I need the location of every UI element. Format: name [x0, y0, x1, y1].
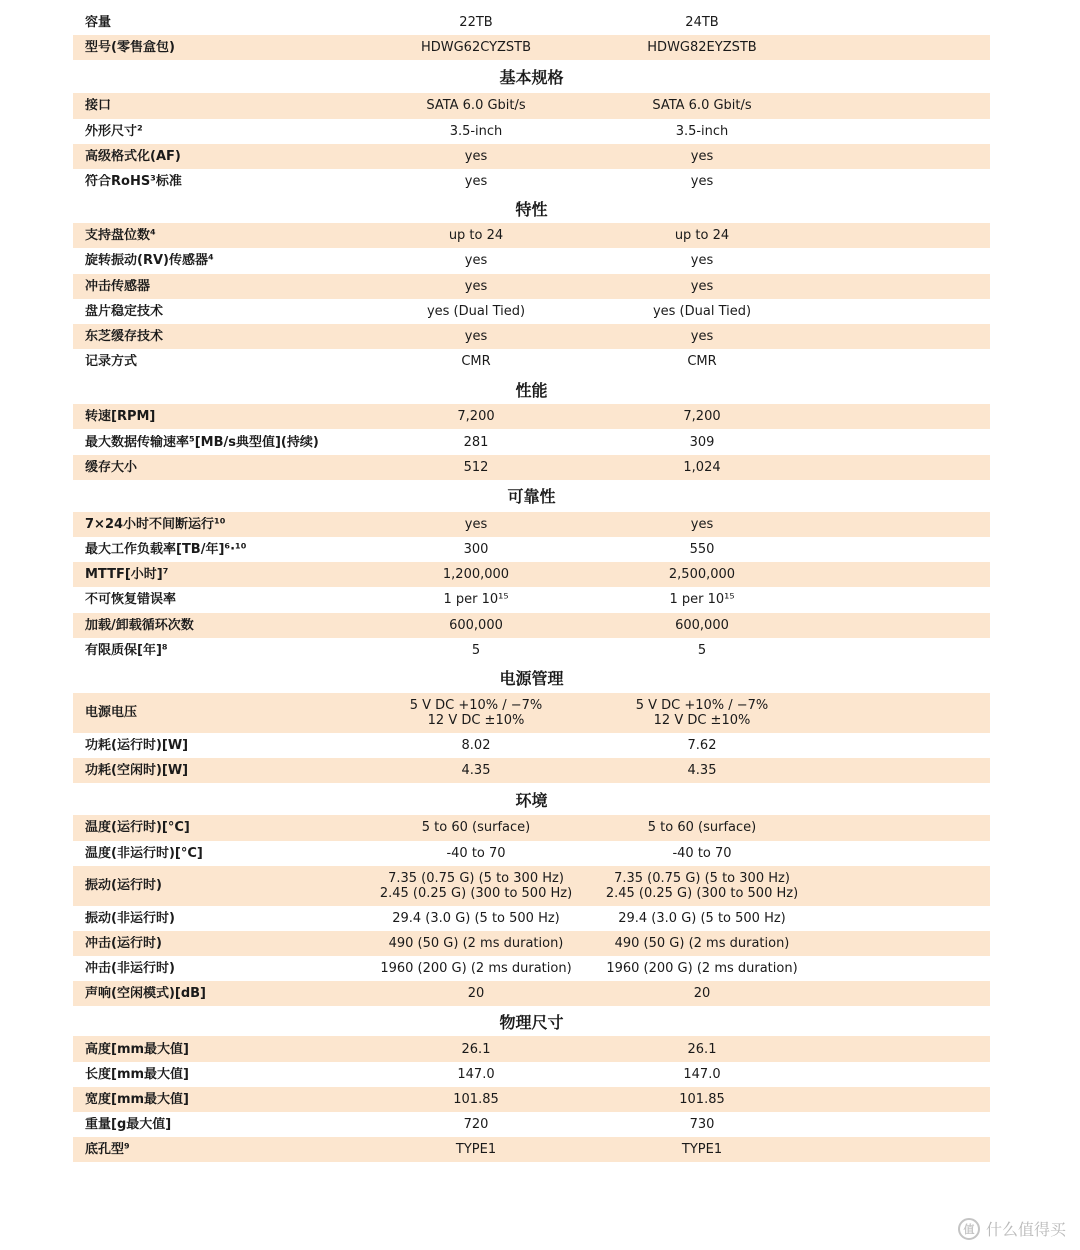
spec-value-22tb: yes: [464, 328, 488, 344]
spec-row: [73, 429, 990, 454]
spec-value-22tb: 512: [463, 459, 489, 475]
spec-value-22tb: 22TB: [459, 15, 493, 31]
spec-label: 型号(零售盒包): [85, 40, 175, 56]
spec-label: 最大数据传输速率⁵[MB/s典型值](持续): [85, 434, 319, 450]
spec-value-22tb: 7,200: [457, 409, 495, 425]
section-title: 环境: [515, 790, 548, 810]
spec-label: 容量: [85, 15, 112, 31]
spec-label: 电源电压: [85, 705, 138, 721]
spec-row: [73, 815, 990, 840]
spec-value-22tb: 600,000: [449, 617, 503, 633]
spec-value-24tb: 1,024: [683, 459, 721, 475]
spec-value-22tb: yes: [464, 278, 488, 294]
spec-label: 冲击传感器: [85, 278, 151, 294]
spec-label: 声响(空闲模式)[dB]: [85, 986, 206, 1002]
spec-row: [73, 638, 990, 663]
spec-label: 温度(非运行时)[°C]: [85, 845, 203, 861]
spec-label: 缓存大小: [85, 459, 138, 475]
spec-row: [73, 841, 990, 866]
spec-row: [73, 1137, 990, 1162]
spec-row: [73, 733, 990, 758]
spec-value-24tb: 147.0: [683, 1066, 721, 1082]
spec-row: [73, 35, 990, 60]
spec-value-24tb: 1 per 10¹⁵: [669, 592, 735, 608]
spec-row: [73, 223, 990, 248]
spec-row: [73, 693, 990, 733]
spec-value-24tb: 3.5-inch: [675, 123, 729, 139]
spec-value-22tb: 300: [463, 542, 489, 558]
spec-value-22tb: yes (Dual Tied): [426, 303, 526, 319]
spec-value-24tb: 29.4 (3.0 G) (5 to 500 Hz): [618, 910, 786, 926]
spec-label: MTTF[小时]⁷: [85, 567, 169, 583]
spec-row: [73, 931, 990, 956]
spec-label: 记录方式: [85, 354, 138, 370]
spec-value-22tb: TYPE1: [455, 1142, 497, 1158]
spec-value-22tb: HDWG62CYZSTB: [420, 40, 532, 56]
spec-label: 符合RoHS³标准: [85, 174, 182, 190]
spec-value-24tb: 4.35: [687, 763, 717, 779]
spec-label: 加载/卸载循环次数: [85, 617, 194, 633]
spec-label: 冲击(非运行时): [85, 961, 175, 977]
spec-value-22tb: 1960 (200 G) (2 ms duration): [380, 961, 572, 977]
spec-label: 振动(非运行时): [85, 910, 175, 926]
spec-value-22tb: 1,200,000: [442, 567, 510, 583]
spec-row: [73, 1062, 990, 1087]
spec-value-24tb: 309: [689, 434, 715, 450]
spec-row: [73, 613, 990, 638]
spec-row: [73, 956, 990, 981]
spec-label: 宽度[mm最大值]: [85, 1091, 189, 1107]
spec-row: [73, 349, 990, 374]
spec-value-24tb: 26.1: [687, 1041, 717, 1057]
spec-value-24tb: yes: [690, 278, 714, 294]
spec-row: [73, 404, 990, 429]
section-title: 电源管理: [499, 669, 564, 689]
spec-label: 最大工作负载率[TB/年]⁶·¹⁰: [85, 542, 247, 558]
spec-row: [73, 537, 990, 562]
spec-value-24tb: 7,200: [683, 409, 721, 425]
spec-row: [73, 324, 990, 349]
spec-row: [73, 144, 990, 169]
spec-value-22tb: up to 24: [448, 228, 504, 244]
spec-label: 不可恢复错误率: [85, 592, 177, 608]
spec-row: [73, 906, 990, 931]
spec-value-24tb: 600,000: [675, 617, 729, 633]
spec-value-24tb: SATA 6.0 Gbit/s: [652, 98, 752, 114]
spec-label: 功耗(空闲时)[W]: [85, 763, 189, 779]
spec-row: [73, 169, 990, 194]
spec-row: [73, 562, 990, 587]
spec-value-24tb: yes: [690, 328, 714, 344]
spec-value-22tb: CMR: [461, 354, 491, 370]
watermark-logo-icon: 值: [958, 1218, 980, 1240]
spec-value-22tb: 101.85: [453, 1091, 499, 1107]
spec-value-24tb: yes: [690, 148, 714, 164]
spec-row: [73, 981, 990, 1006]
spec-value-24tb: 24TB: [685, 15, 719, 31]
spec-value-24tb: -40 to 70: [672, 845, 732, 861]
spec-value-24tb: 7.35 (0.75 G) (5 to 300 Hz) 2.45 (0.25 G) (300 to 500 Hz): [605, 870, 799, 901]
spec-row: [73, 119, 990, 144]
section-title: 性能: [515, 380, 548, 400]
spec-value-24tb: 550: [689, 542, 715, 558]
spec-value-22tb: yes: [464, 516, 488, 532]
spec-value-22tb: 3.5-inch: [449, 123, 503, 139]
spec-value-22tb: 5 to 60 (surface): [421, 820, 531, 836]
spec-value-22tb: 5: [471, 642, 481, 658]
spec-row: [73, 455, 990, 480]
spec-value-22tb: 20: [467, 986, 485, 1002]
spec-label: 功耗(运行时)[W]: [85, 738, 189, 754]
spec-row: [73, 1112, 990, 1137]
spec-label: 东芝缓存技术: [85, 328, 164, 344]
section-title: 可靠性: [507, 487, 556, 507]
spec-value-22tb: SATA 6.0 Gbit/s: [426, 98, 526, 114]
spec-value-22tb: 8.02: [461, 738, 491, 754]
spec-value-24tb: 1960 (200 G) (2 ms duration): [606, 961, 798, 977]
spec-row: [73, 248, 990, 273]
spec-sheet: [73, 10, 990, 1162]
spec-value-22tb: 4.35: [461, 763, 491, 779]
spec-value-24tb: 490 (50 G) (2 ms duration): [614, 935, 790, 951]
spec-row: [73, 274, 990, 299]
spec-value-24tb: yes: [690, 174, 714, 190]
section-title: 基本规格: [499, 68, 564, 88]
spec-value-22tb: yes: [464, 253, 488, 269]
spec-label: 旋转振动(RV)传感器⁴: [85, 253, 214, 269]
spec-row: [73, 512, 990, 537]
spec-value-22tb: 147.0: [457, 1066, 495, 1082]
spec-row: [73, 1087, 990, 1112]
watermark: [958, 1217, 1066, 1240]
spec-row: [73, 758, 990, 783]
spec-value-24tb: 7.62: [687, 738, 717, 754]
spec-value-22tb: 5 V DC +10% / −7% 12 V DC ±10%: [409, 697, 543, 728]
spec-label: 支持盘位数⁴: [85, 228, 156, 244]
spec-value-22tb: 281: [463, 434, 489, 450]
spec-label: 温度(运行时)[°C]: [85, 820, 190, 836]
spec-value-22tb: yes: [464, 174, 488, 190]
spec-value-22tb: -40 to 70: [446, 845, 506, 861]
spec-row: [73, 1036, 990, 1061]
spec-label: 长度[mm最大值]: [85, 1066, 189, 1082]
section-title: 物理尺寸: [499, 1012, 564, 1032]
spec-value-24tb: yes: [690, 516, 714, 532]
spec-value-24tb: up to 24: [674, 228, 730, 244]
spec-label: 有限质保[年]⁸: [85, 642, 168, 658]
spec-label: 7×24小时不间断运行¹⁰: [85, 516, 226, 532]
spec-value-24tb: 730: [689, 1117, 715, 1133]
spec-row: [73, 587, 990, 612]
spec-row: [73, 866, 990, 906]
spec-row: [73, 299, 990, 324]
section-title: 特性: [515, 200, 548, 220]
spec-label: 盘片稳定技术: [85, 303, 164, 319]
spec-value-24tb: 2,500,000: [668, 567, 736, 583]
spec-value-22tb: 29.4 (3.0 G) (5 to 500 Hz): [392, 910, 560, 926]
spec-value-22tb: 1 per 10¹⁵: [443, 592, 509, 608]
spec-value-22tb: 720: [463, 1117, 489, 1133]
spec-row: [73, 93, 990, 118]
spec-label: 高级格式化(AF): [85, 148, 181, 164]
spec-label: 底孔型⁹: [85, 1142, 130, 1158]
spec-value-24tb: HDWG82EYZSTB: [647, 40, 757, 56]
spec-value-22tb: yes: [464, 148, 488, 164]
spec-value-24tb: 5 to 60 (surface): [647, 820, 757, 836]
spec-value-24tb: yes (Dual Tied): [652, 303, 752, 319]
spec-value-24tb: yes: [690, 253, 714, 269]
spec-value-24tb: CMR: [687, 354, 717, 370]
spec-value-24tb: 5 V DC +10% / −7% 12 V DC ±10%: [635, 697, 769, 728]
spec-label: 接口: [85, 98, 112, 114]
spec-value-22tb: 26.1: [461, 1041, 491, 1057]
spec-value-24tb: 20: [693, 986, 711, 1002]
spec-value-24tb: 5: [697, 642, 707, 658]
spec-value-22tb: 490 (50 G) (2 ms duration): [388, 935, 564, 951]
spec-value-22tb: 7.35 (0.75 G) (5 to 300 Hz) 2.45 (0.25 G) (300 to 500 Hz): [379, 870, 573, 901]
spec-label: 重量[g最大值]: [85, 1117, 172, 1133]
spec-label: 冲击(运行时): [85, 935, 162, 951]
spec-value-24tb: TYPE1: [681, 1142, 723, 1158]
spec-label: 振动(运行时): [85, 878, 162, 894]
spec-row: [73, 10, 990, 35]
watermark-text: 什么值得买: [985, 1220, 1066, 1239]
spec-label: 高度[mm最大值]: [85, 1041, 189, 1057]
spec-value-24tb: 101.85: [679, 1091, 725, 1107]
spec-label: 外形尺寸²: [85, 123, 143, 139]
spec-label: 转速[RPM]: [85, 409, 156, 425]
